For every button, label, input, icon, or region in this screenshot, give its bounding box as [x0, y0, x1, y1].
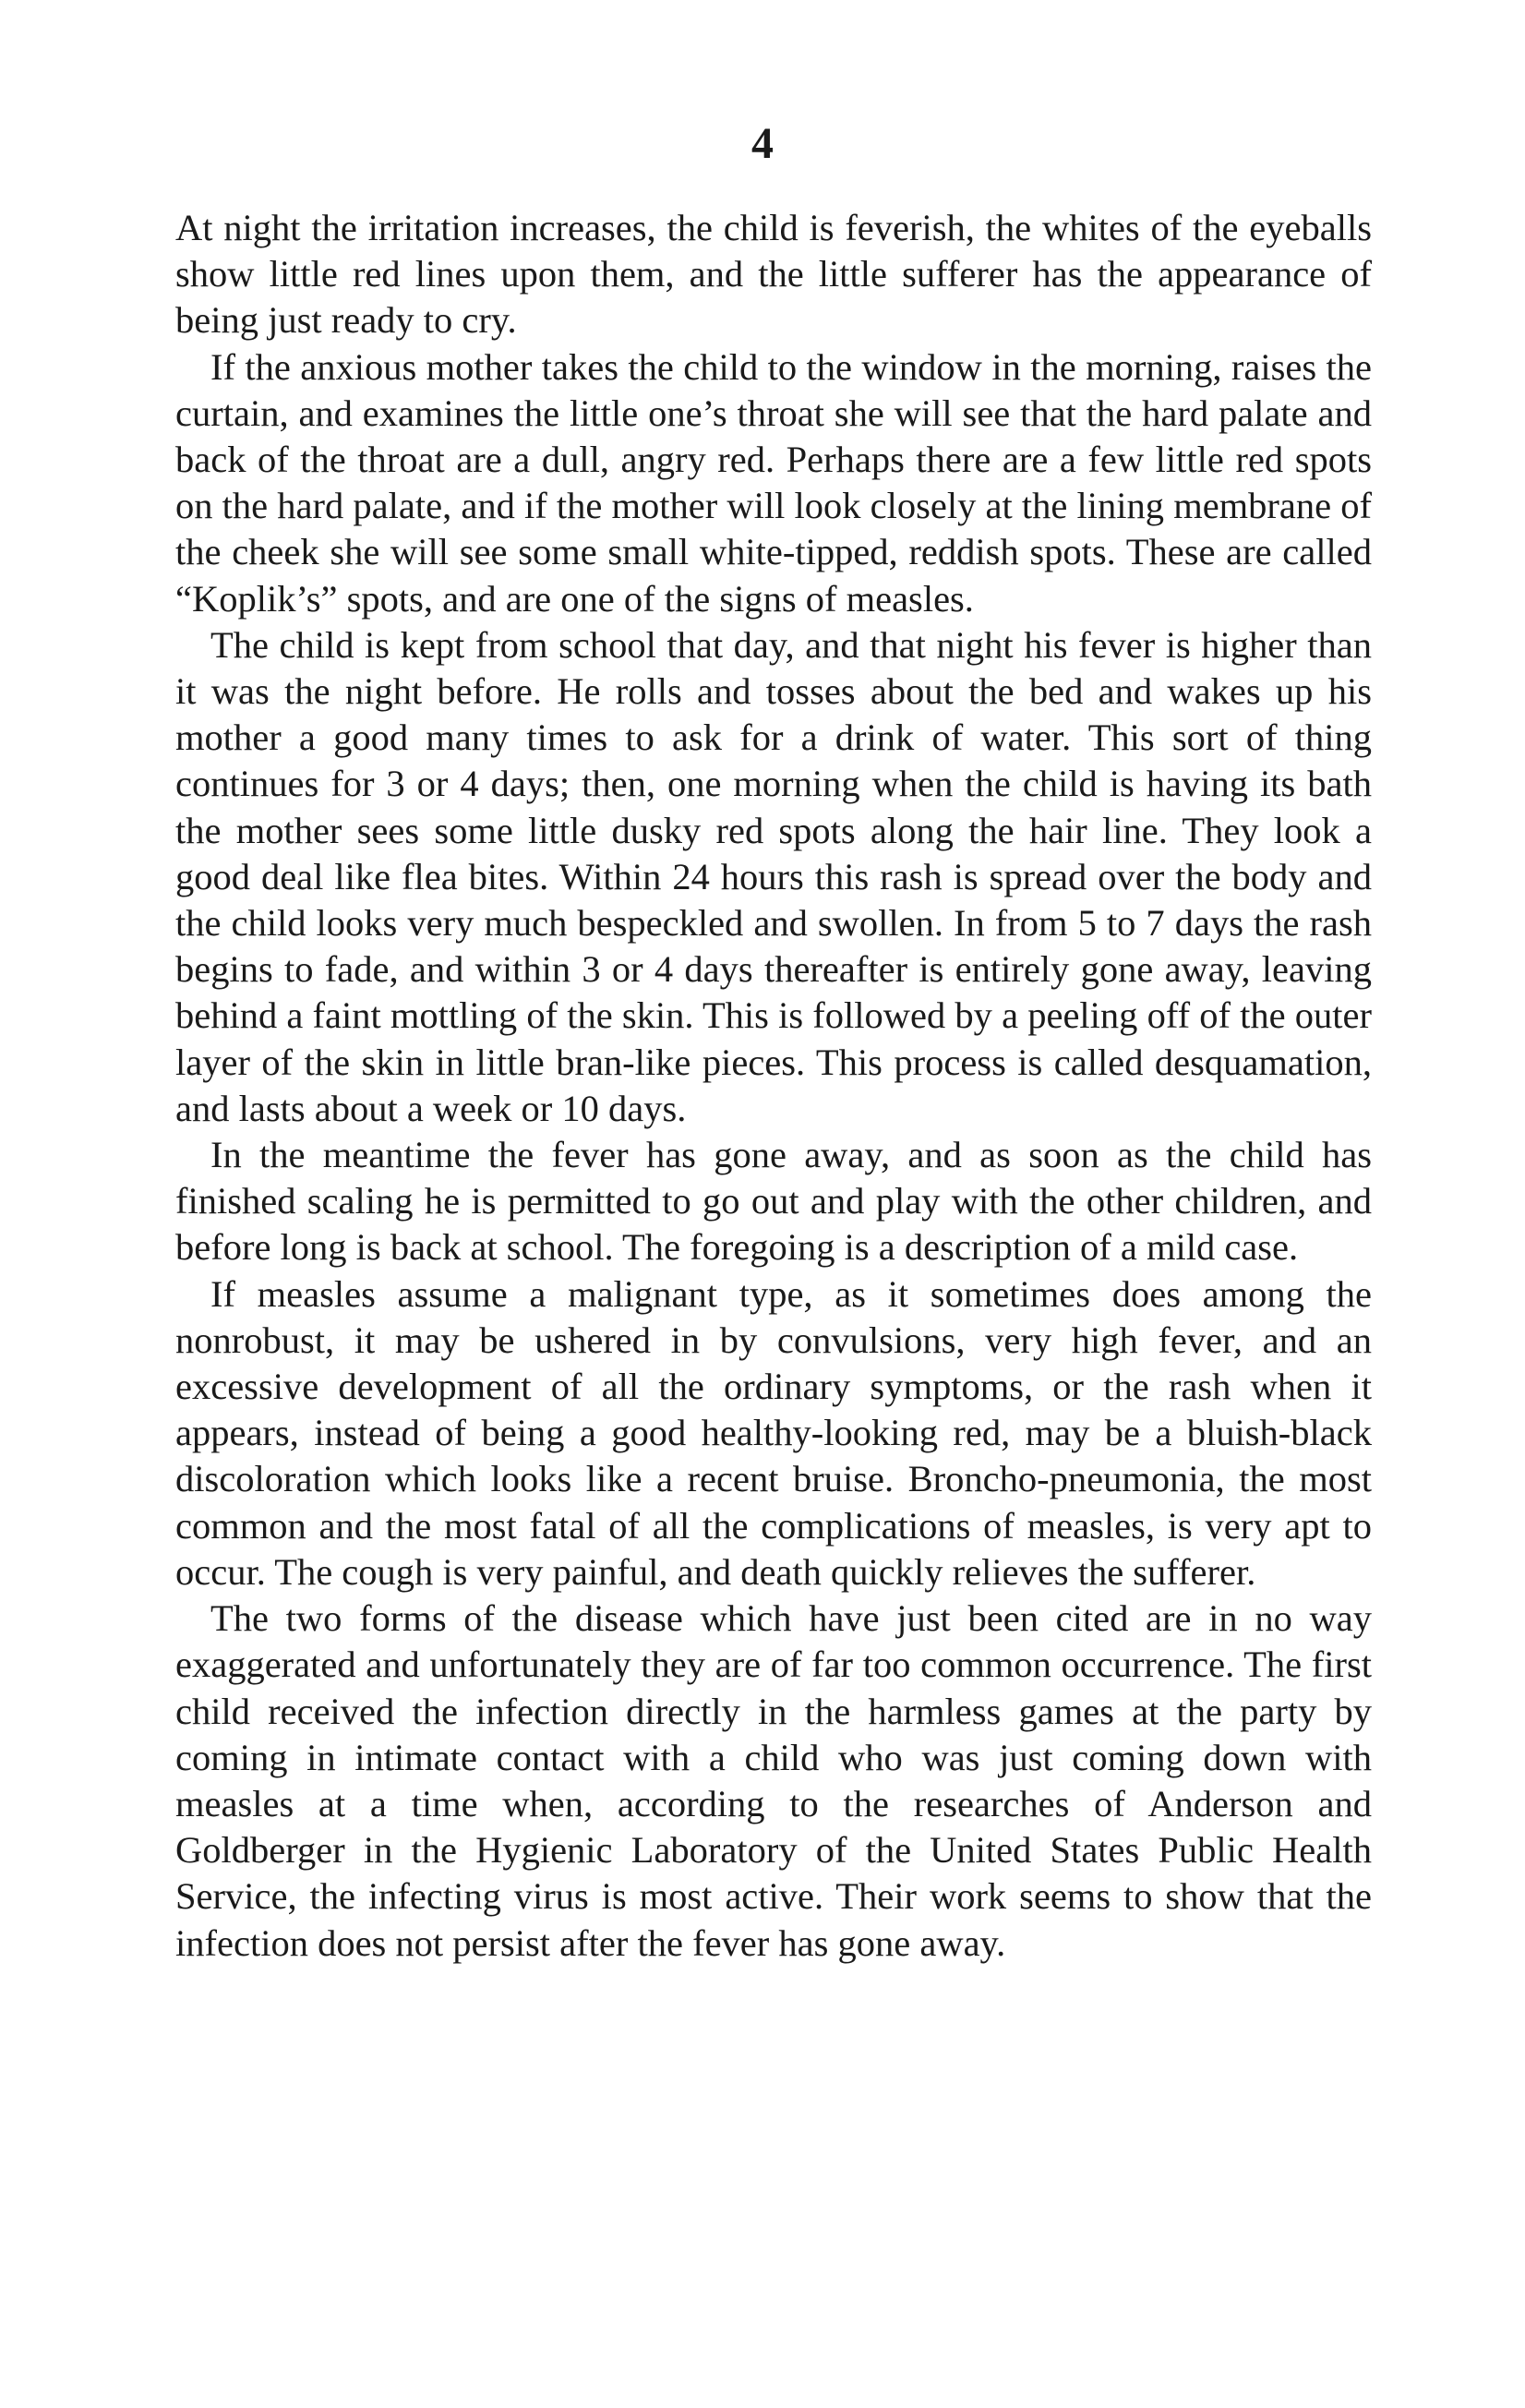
paragraph-2: If the anxious mother takes the child to the window in the morning, raises the curtain, and examines the little one’s throat she will see that the hard palate and back of the throat are a dull, angry red. Perhaps there are a few little red spots on the hard palate, and if the mother will look closely at the lining membrane of the cheek she will see some small white-tipped, reddish spots. These are called “Koplik’s” spots, and are one of the signs of measles. [175, 345, 1372, 620]
paragraph-5: If measles assume a malignant type, as it sometimes does among the nonrobust, it may be ushered in by convulsions, very high fever, and an excessive development of all the ordinary symptoms, or the rash when it appears, instead of being a good healthy-looking red, may be a bluish-black discoloration which looks like a recent bruise. Broncho-pneumonia, the most common and the most fatal of all the complications of measles, is very apt to occur. The cough is very painful, and death quickly relieves the sufferer. [175, 1272, 1372, 1593]
paragraph-1: At night the irritation increases, the child is feverish, the whites of the eyeballs show little red lines upon them, and the little sufferer has the appearance of being just ready to cry. [175, 207, 1372, 342]
paragraph-6: The two forms of the disease which have just been cited are in no way exaggerated and unfortunately they are of far too common occurrence. The first child received the infection directly in the harmless games at the party by coming in intimate contact with a child who was just coming down with measles at a time when, according to the researches of Anderson and Goldberger in the Hygienic Laboratory of the United States Public Health Service, the infecting virus is most active. Their work seems to show that the infection does not persist after the fever has gone away. [175, 1597, 1372, 1964]
paragraph-3: The child is kept from school that day, and that night his fever is higher than it was the night before. He rolls and tosses about the bed and wakes up his mother a good many times to ask for a drink of water. This sort of thing continues for 3 or 4 days; then, one morning when the child is having its bath the mother sees some little dusky red spots along the hair line. They look a good deal like flea bites. Within 24 hours this rash is spread over the body and the child looks very much bespeckled and swollen. In from 5 to 7 days the rash begins to fade, and within 3 or 4 days thereafter is entirely gone away, leaving behind a faint mottling of the skin. This is followed by a peeling off of the outer layer of the skin in little bran-like pieces. This process is called desquamation, and lasts about a week or 10 days. [175, 623, 1372, 1129]
paragraph-4: In the meantime the fever has gone away, and as soon as the child has finished scaling he is permitted to go out and play with the other children, and before long is back at school. The foregoing is a description of a mild case. [175, 1134, 1372, 1269]
page-number: 4 [751, 119, 774, 168]
body-text [175, 205, 1372, 1967]
